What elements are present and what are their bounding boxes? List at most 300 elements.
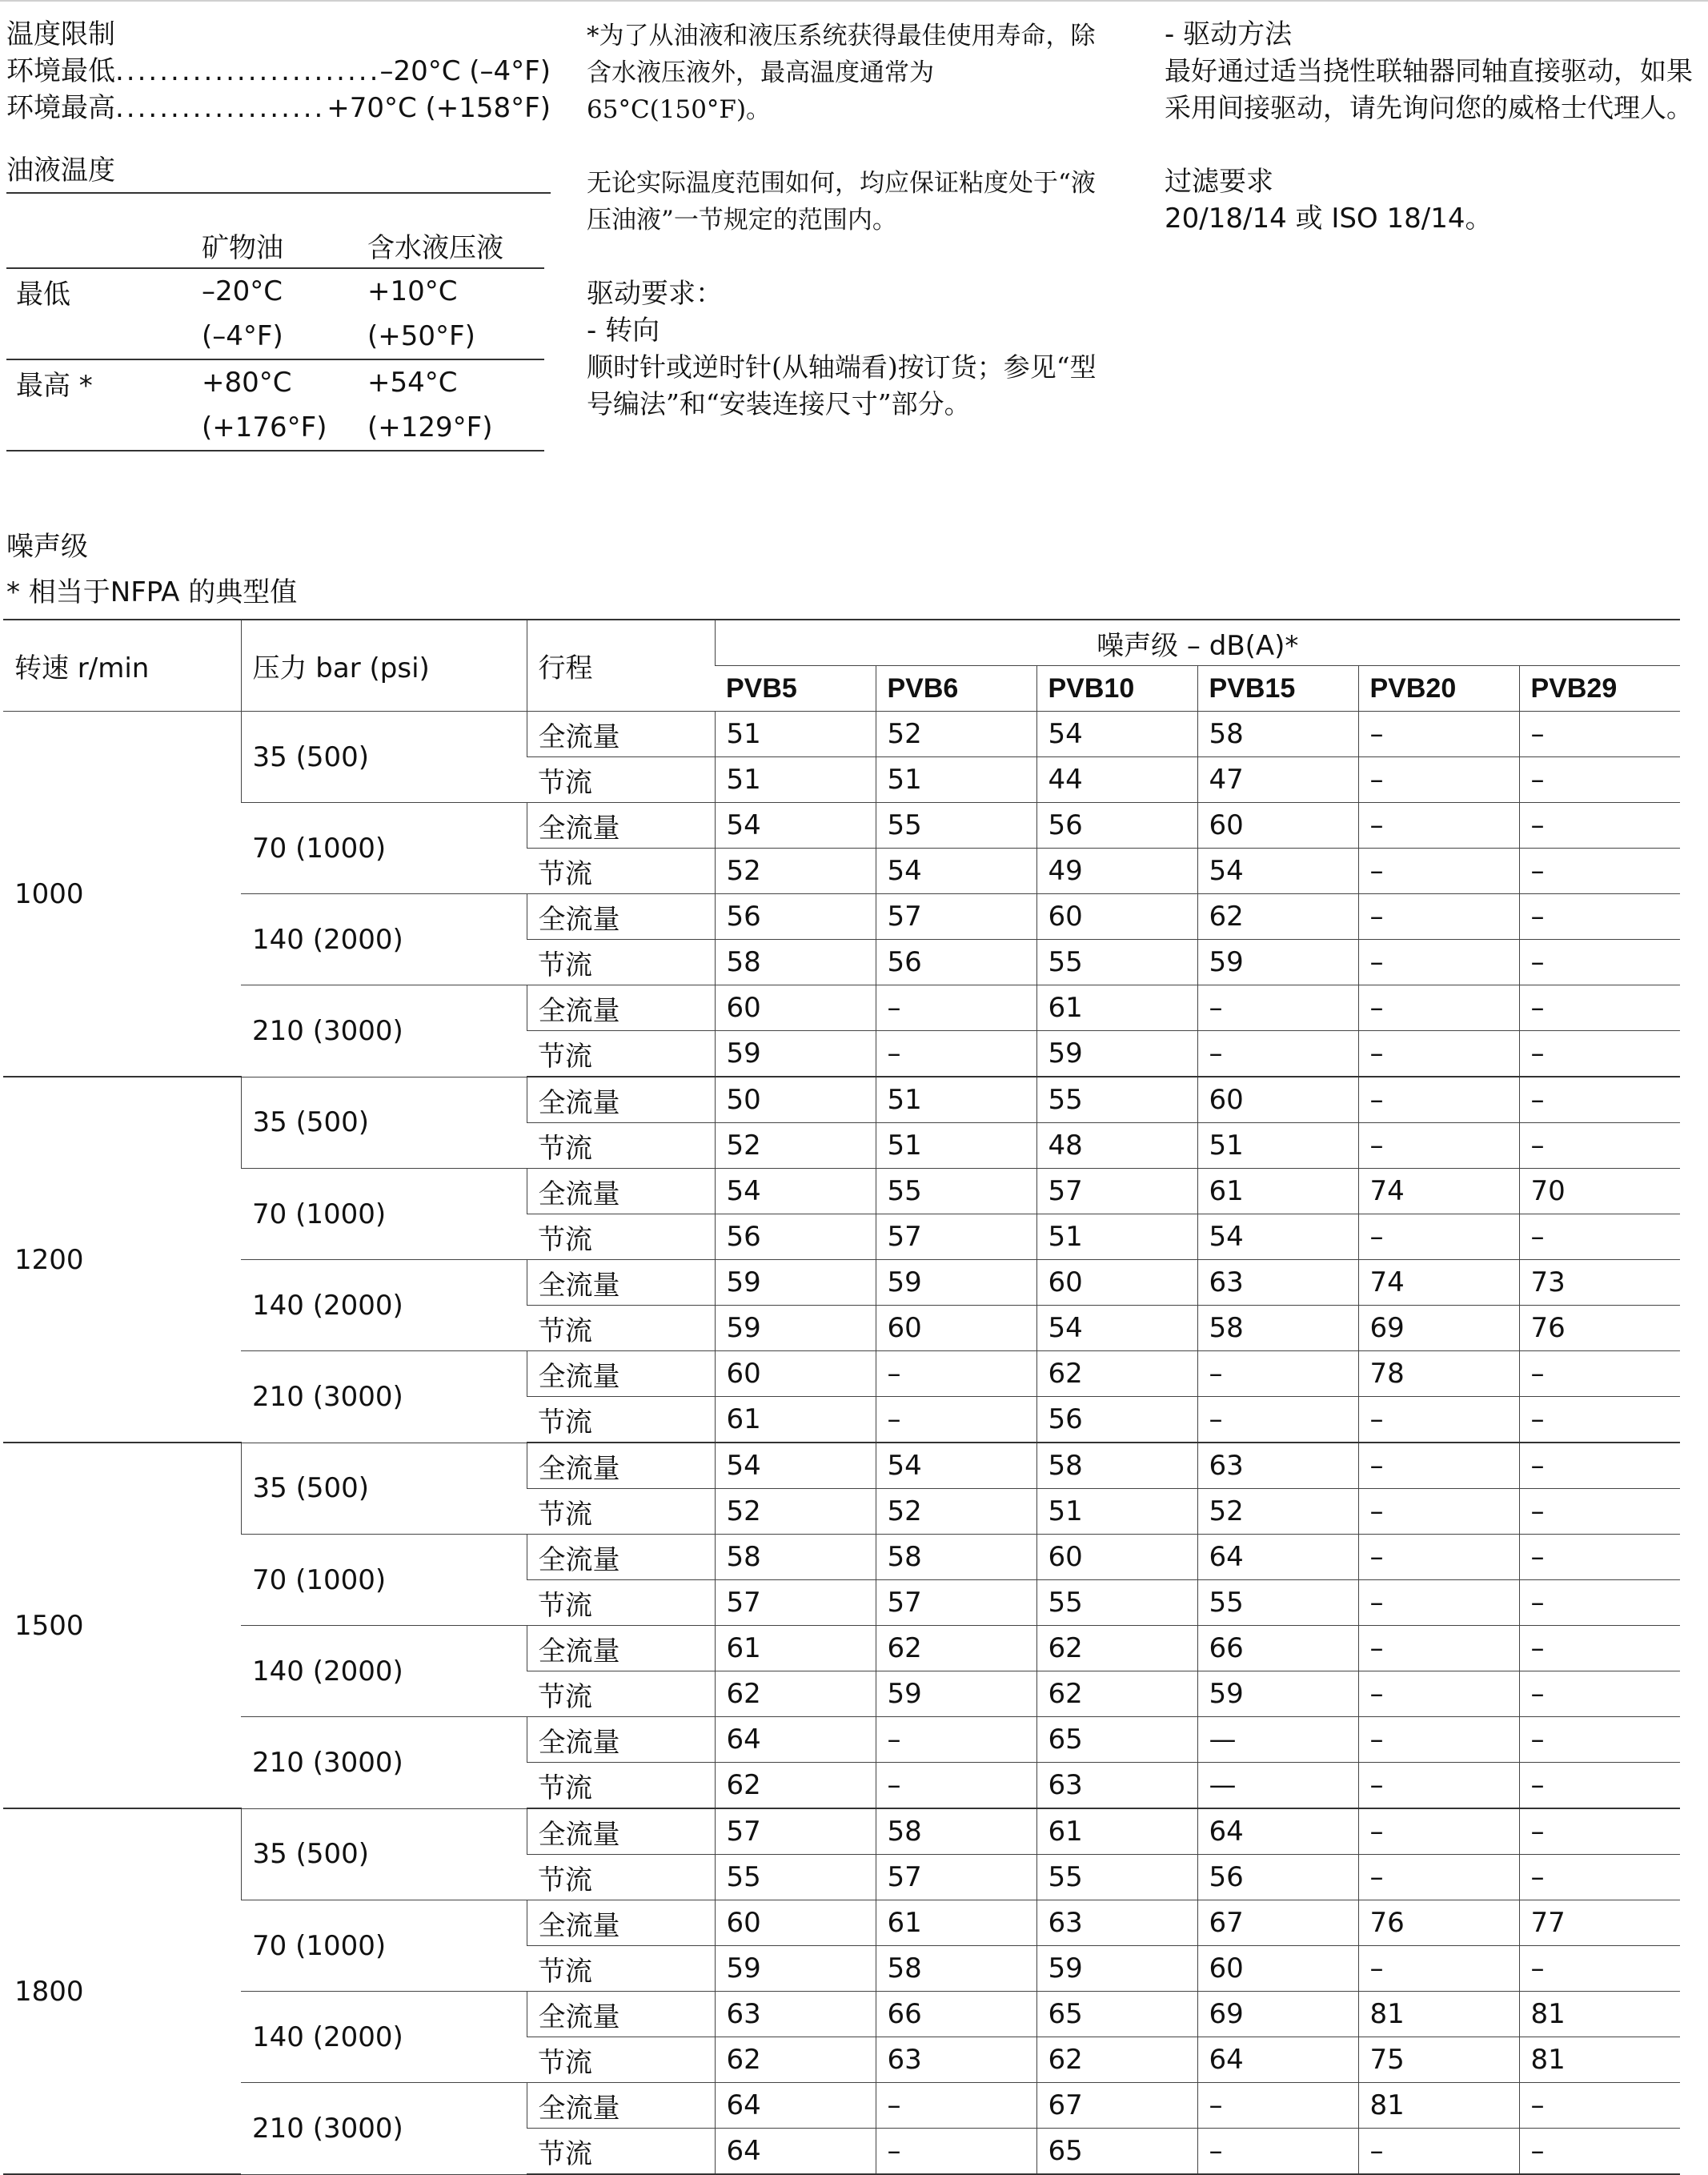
- oil-cell: +54°C: [367, 367, 458, 399]
- noise-value-cell: –: [1519, 803, 1680, 849]
- pressure-cell: 35 (500): [241, 1808, 527, 1900]
- noise-value-cell: 61: [876, 1900, 1036, 1946]
- noise-value-cell: –: [1197, 1031, 1358, 1077]
- noise-value-cell: 58: [1036, 1443, 1197, 1489]
- noise-value-cell: 47: [1197, 757, 1358, 803]
- noise-value-cell: 60: [1197, 803, 1358, 849]
- stroke-cell: 全流量: [527, 1260, 715, 1306]
- noise-value-cell: –: [1519, 985, 1680, 1031]
- noise-value-cell: –: [1197, 2083, 1358, 2129]
- noise-value-cell: –: [1519, 1077, 1680, 1123]
- stroke-cell: 节流: [527, 1123, 715, 1169]
- noise-header-row-1: [3, 620, 1680, 666]
- stroke-header: 行程: [527, 620, 715, 712]
- noise-value-cell: –: [1358, 1443, 1519, 1489]
- noise-value-cell: 58: [715, 1535, 876, 1580]
- model-header: PVB6: [876, 666, 1036, 712]
- noise-value-cell: –: [1358, 1626, 1519, 1671]
- oil-header-empty: [6, 223, 192, 268]
- noise-value-cell: –: [1519, 1123, 1680, 1169]
- speed-cell: 1000: [3, 712, 241, 1077]
- noise-value-cell: 55: [1197, 1580, 1358, 1626]
- temp-limits-title: 温度限制: [6, 18, 115, 50]
- stroke-cell: 全流量: [527, 1626, 715, 1671]
- stroke-cell: 节流: [527, 1763, 715, 1809]
- noise-value-cell: –: [1358, 1397, 1519, 1443]
- temperature-column: [6, 0, 551, 451]
- oil-temp-title: 油液温度: [6, 152, 551, 194]
- noise-value-cell: 57: [715, 1808, 876, 1855]
- noise-value-cell: –: [1358, 1808, 1519, 1855]
- noise-value-cell: 56: [1036, 1397, 1197, 1443]
- pressure-cell: 70 (1000): [241, 1900, 527, 1992]
- noise-value-cell: 56: [876, 940, 1036, 985]
- noise-value-cell: 77: [1519, 1900, 1680, 1946]
- noise-value-cell: –: [1358, 1535, 1519, 1580]
- noise-value-cell: 73: [1519, 1260, 1680, 1306]
- noise-value-cell: –: [1358, 1763, 1519, 1809]
- pressure-cell: 70 (1000): [241, 1535, 527, 1626]
- noise-value-cell: –: [1358, 712, 1519, 757]
- filter-text: 20/18/14 或 ISO 18/14。: [1165, 203, 1493, 235]
- noise-value-cell: 64: [715, 2129, 876, 2175]
- speed-header: 转速 r/min: [3, 620, 241, 712]
- noise-value-cell: 62: [1036, 1351, 1197, 1397]
- noise-value-cell: 69: [1358, 1306, 1519, 1351]
- stroke-cell: 节流: [527, 1671, 715, 1717]
- oil-min-label: 最低: [16, 278, 70, 311]
- noise-table-row: [3, 1992, 1680, 2037]
- stroke-cell: 节流: [527, 1580, 715, 1626]
- noise-value-cell: 51: [715, 712, 876, 757]
- noise-value-cell: –: [876, 985, 1036, 1031]
- oil-min-row-1: [6, 268, 544, 314]
- pressure-cell: 210 (3000): [241, 985, 527, 1077]
- oil-header-mineral: 矿物油: [192, 223, 358, 268]
- stroke-cell: 全流量: [527, 1900, 715, 1946]
- noise-value-cell: 61: [1197, 1169, 1358, 1214]
- stroke-cell: 全流量: [527, 1808, 715, 1855]
- noise-value-cell: 54: [876, 1443, 1036, 1489]
- noise-value-cell: –: [1519, 849, 1680, 894]
- stroke-cell: 全流量: [527, 803, 715, 849]
- stroke-cell: 全流量: [527, 1351, 715, 1397]
- oil-min-row-2: [6, 314, 544, 359]
- noise-value-cell: 54: [1036, 712, 1197, 757]
- stroke-cell: 全流量: [527, 985, 715, 1031]
- speed-cell: 1200: [3, 1077, 241, 1443]
- noise-value-cell: –: [1358, 1077, 1519, 1123]
- noise-title: 噪声级: [6, 531, 88, 563]
- noise-value-cell: —: [1197, 1717, 1358, 1763]
- noise-value-cell: –: [1358, 940, 1519, 985]
- noise-value-cell: –: [1358, 1671, 1519, 1717]
- noise-value-cell: 76: [1519, 1306, 1680, 1351]
- noise-table-body: [3, 712, 1680, 2175]
- noise-value-cell: –: [1197, 1397, 1358, 1443]
- noise-value-cell: 60: [876, 1306, 1036, 1351]
- noise-value-cell: 62: [715, 2037, 876, 2083]
- noise-value-cell: 57: [876, 894, 1036, 940]
- pressure-cell: 140 (2000): [241, 894, 527, 985]
- noise-value-cell: 60: [1197, 1077, 1358, 1123]
- pressure-cell: 35 (500): [241, 712, 527, 803]
- pressure-cell: 70 (1000): [241, 1169, 527, 1260]
- noise-value-cell: 75: [1358, 2037, 1519, 2083]
- noise-value-cell: 60: [1036, 1260, 1197, 1306]
- stroke-cell: 节流: [527, 1214, 715, 1260]
- noise-value-cell: 56: [715, 894, 876, 940]
- noise-value-cell: 59: [876, 1260, 1036, 1306]
- noise-value-cell: 52: [1197, 1489, 1358, 1535]
- stroke-cell: 全流量: [527, 1535, 715, 1580]
- noise-value-cell: 58: [1197, 1306, 1358, 1351]
- stroke-cell: 全流量: [527, 1992, 715, 2037]
- noise-value-cell: –: [1358, 985, 1519, 1031]
- noise-value-cell: 57: [715, 1580, 876, 1626]
- stroke-cell: 全流量: [527, 2083, 715, 2129]
- noise-value-cell: 58: [876, 1535, 1036, 1580]
- noise-value-cell: 66: [876, 1992, 1036, 2037]
- noise-value-cell: 65: [1036, 1717, 1197, 1763]
- noise-value-cell: 52: [715, 849, 876, 894]
- noise-value-cell: –: [1358, 1946, 1519, 1992]
- noise-value-cell: 52: [876, 712, 1036, 757]
- noise-value-cell: 62: [876, 1626, 1036, 1671]
- noise-value-cell: 59: [715, 1260, 876, 1306]
- oil-blank: [6, 314, 192, 359]
- noise-value-cell: 54: [715, 1443, 876, 1489]
- noise-value-cell: –: [1358, 1031, 1519, 1077]
- leader-dots: [115, 90, 327, 126]
- noise-value-cell: 55: [1036, 940, 1197, 985]
- noise-value-cell: 60: [715, 985, 876, 1031]
- leader-dots: [115, 53, 379, 90]
- noise-value-cell: 62: [1036, 2037, 1197, 2083]
- drive-requirements-title: 驱动要求：: [587, 278, 723, 310]
- noise-value-cell: 59: [715, 1306, 876, 1351]
- noise-value-cell: 54: [1197, 849, 1358, 894]
- oil-max-row-2: [6, 405, 544, 451]
- noise-value-cell: –: [1519, 2129, 1680, 2175]
- noise-value-cell: 59: [1036, 1946, 1197, 1992]
- oil-cell: –20°C: [202, 275, 283, 307]
- noise-value-cell: –: [1519, 894, 1680, 940]
- stroke-cell: 节流: [527, 2129, 715, 2175]
- noise-value-cell: 57: [876, 1855, 1036, 1900]
- noise-table-row: [3, 894, 1680, 940]
- noise-value-cell: –: [1358, 1123, 1519, 1169]
- oil-blank: [6, 405, 192, 451]
- noise-table-row: [3, 712, 1680, 757]
- noise-value-cell: 60: [1036, 894, 1197, 940]
- oil-header-water: 含水液压液: [358, 223, 544, 268]
- noise-value-cell: –: [1519, 1031, 1680, 1077]
- rotation-text: 顺时针或逆时针(从轴端看)按订货；参见“型号编法”和“安装连接尺寸”部分。: [587, 351, 1097, 419]
- stroke-cell: 节流: [527, 757, 715, 803]
- noise-value-cell: 70: [1519, 1169, 1680, 1214]
- ambient-max-label: 环境最高: [6, 92, 115, 124]
- noise-value-cell: 62: [715, 1763, 876, 1809]
- noise-value-cell: 51: [876, 1077, 1036, 1123]
- model-header: PVB20: [1358, 666, 1519, 712]
- noise-value-cell: 67: [1197, 1900, 1358, 1946]
- noise-value-cell: 59: [1197, 1671, 1358, 1717]
- noise-value-cell: 61: [715, 1626, 876, 1671]
- noise-value-cell: 65: [1036, 2129, 1197, 2175]
- noise-value-cell: 58: [1197, 712, 1358, 757]
- noise-value-cell: 76: [1358, 1900, 1519, 1946]
- noise-value-cell: 58: [876, 1808, 1036, 1855]
- noise-value-cell: –: [1197, 1351, 1358, 1397]
- oil-cell: (–4°F): [192, 314, 358, 359]
- noise-value-cell: –: [1519, 1855, 1680, 1900]
- oil-cell: +80°C: [202, 367, 292, 399]
- noise-value-cell: –: [1519, 1443, 1680, 1489]
- stroke-cell: 全流量: [527, 1077, 715, 1123]
- ambient-min-label: 环境最低: [6, 55, 115, 87]
- noise-table-row: [3, 803, 1680, 849]
- drive-method-text: 最好通过适当挠性联轴器同轴直接驱动，如果采用间接驱动，请先询问您的威格士代理人。: [1165, 55, 1693, 123]
- noise-value-cell: –: [1519, 1763, 1680, 1809]
- model-header: PVB5: [715, 666, 876, 712]
- noise-value-cell: 55: [1036, 1855, 1197, 1900]
- noise-value-cell: –: [1358, 757, 1519, 803]
- speed-cell: 1500: [3, 1443, 241, 1808]
- noise-value-cell: 81: [1358, 2083, 1519, 2129]
- noise-value-cell: –: [1358, 894, 1519, 940]
- noise-value-cell: –: [1519, 1351, 1680, 1397]
- noise-value-cell: 60: [715, 1351, 876, 1397]
- noise-value-cell: 64: [715, 1717, 876, 1763]
- noise-value-cell: 63: [715, 1992, 876, 2037]
- noise-table-row: [3, 1260, 1680, 1306]
- noise-value-cell: 56: [1197, 1855, 1358, 1900]
- noise-value-cell: –: [1358, 1489, 1519, 1535]
- noise-level-header: 噪声级 – dB(A)*: [715, 620, 1680, 666]
- noise-value-cell: 60: [1036, 1535, 1197, 1580]
- oil-cell: (+129°F): [358, 405, 544, 451]
- rotation-title: - 转向: [587, 315, 660, 347]
- noise-value-cell: –: [1519, 1946, 1680, 1992]
- noise-value-cell: 63: [876, 2037, 1036, 2083]
- pressure-cell: 35 (500): [241, 1077, 527, 1169]
- noise-value-cell: —: [1197, 1763, 1358, 1809]
- noise-value-cell: 63: [1036, 1763, 1197, 1809]
- speed-cell: 1800: [3, 1808, 241, 2174]
- noise-value-cell: 66: [1197, 1626, 1358, 1671]
- stroke-cell: 全流量: [527, 1443, 715, 1489]
- stroke-cell: 节流: [527, 1397, 715, 1443]
- noise-value-cell: 51: [1036, 1214, 1197, 1260]
- drive-method-title: - 驱动方法: [1165, 18, 1293, 50]
- noise-value-cell: 64: [1197, 1808, 1358, 1855]
- noise-value-cell: 59: [876, 1671, 1036, 1717]
- ambient-max-row: [6, 90, 551, 126]
- oil-temp-header-row: [6, 223, 544, 268]
- noise-table-row: [3, 1626, 1680, 1671]
- noise-value-cell: 81: [1519, 2037, 1680, 2083]
- stroke-cell: 全流量: [527, 894, 715, 940]
- pressure-cell: 35 (500): [241, 1443, 527, 1535]
- noise-value-cell: –: [876, 1717, 1036, 1763]
- noise-value-cell: 59: [715, 1946, 876, 1992]
- noise-value-cell: 44: [1036, 757, 1197, 803]
- noise-value-cell: 51: [876, 757, 1036, 803]
- oil-cell: (+50°F): [358, 314, 544, 359]
- stroke-cell: 节流: [527, 940, 715, 985]
- stroke-cell: 节流: [527, 849, 715, 894]
- noise-table-row: [3, 1535, 1680, 1580]
- noise-value-cell: 58: [876, 1946, 1036, 1992]
- noise-value-cell: 57: [876, 1580, 1036, 1626]
- noise-value-cell: 74: [1358, 1260, 1519, 1306]
- noise-value-cell: –: [1358, 803, 1519, 849]
- noise-value-cell: 55: [715, 1855, 876, 1900]
- oil-cell: +10°C: [367, 275, 458, 307]
- pressure-cell: 140 (2000): [241, 1260, 527, 1351]
- noise-value-cell: –: [1519, 1808, 1680, 1855]
- noise-value-cell: 54: [715, 803, 876, 849]
- noise-value-cell: 50: [715, 1077, 876, 1123]
- noise-value-cell: –: [1519, 1580, 1680, 1626]
- noise-value-cell: 64: [1197, 2037, 1358, 2083]
- noise-value-cell: 74: [1358, 1169, 1519, 1214]
- noise-value-cell: 51: [1197, 1123, 1358, 1169]
- noise-value-cell: 55: [1036, 1077, 1197, 1123]
- noise-value-cell: 55: [876, 803, 1036, 849]
- noise-value-cell: 78: [1358, 1351, 1519, 1397]
- noise-value-cell: –: [1519, 757, 1680, 803]
- model-header: PVB15: [1197, 666, 1358, 712]
- noise-value-cell: 56: [715, 1214, 876, 1260]
- noise-value-cell: –: [1519, 712, 1680, 757]
- noise-value-cell: 56: [1036, 803, 1197, 849]
- drive-column: [1165, 0, 1701, 237]
- ambient-min-value: –20°C (–4°F): [379, 55, 551, 87]
- noise-table-row: [3, 1077, 1680, 1123]
- noise-table-row: [3, 1808, 1680, 1855]
- noise-value-cell: 54: [1036, 1306, 1197, 1351]
- noise-value-cell: 59: [1036, 1031, 1197, 1077]
- stroke-cell: 全流量: [527, 1717, 715, 1763]
- pressure-cell: 210 (3000): [241, 2083, 527, 2175]
- noise-value-cell: 61: [1036, 1808, 1197, 1855]
- noise-value-cell: 55: [876, 1169, 1036, 1214]
- noise-value-cell: –: [876, 2129, 1036, 2175]
- noise-value-cell: 81: [1358, 1992, 1519, 2037]
- ambient-min-row: [6, 53, 551, 90]
- noise-value-cell: 52: [715, 1123, 876, 1169]
- filter-title: 过滤要求: [1165, 166, 1273, 198]
- pressure-cell: 70 (1000): [241, 803, 527, 894]
- noise-value-cell: 51: [1036, 1489, 1197, 1535]
- viscosity-note: 无论实际温度范围如何，均应保证粘度处于“液压油液”一节规定的范围内。: [587, 169, 1096, 235]
- noise-value-cell: 57: [876, 1214, 1036, 1260]
- noise-value-cell: –: [876, 2083, 1036, 2129]
- noise-value-cell: 54: [876, 849, 1036, 894]
- stroke-cell: 节流: [527, 1031, 715, 1077]
- noise-value-cell: 63: [1197, 1443, 1358, 1489]
- noise-value-cell: –: [876, 1351, 1036, 1397]
- noise-value-cell: 54: [715, 1169, 876, 1214]
- noise-value-cell: 55: [1036, 1580, 1197, 1626]
- stroke-cell: 节流: [527, 1306, 715, 1351]
- stroke-cell: 节流: [527, 1946, 715, 1992]
- pressure-header: 压力 bar (psi): [241, 620, 527, 712]
- oil-cell: (+176°F): [192, 405, 358, 451]
- noise-value-cell: –: [1519, 1489, 1680, 1535]
- noise-value-cell: 63: [1197, 1260, 1358, 1306]
- noise-value-cell: 62: [1197, 894, 1358, 940]
- stroke-cell: 节流: [527, 1489, 715, 1535]
- noise-table-row: [3, 1443, 1680, 1489]
- noise-value-cell: –: [1358, 1717, 1519, 1763]
- noise-value-cell: 57: [1036, 1169, 1197, 1214]
- noise-value-cell: 59: [715, 1031, 876, 1077]
- noise-value-cell: 64: [715, 2083, 876, 2129]
- noise-value-cell: –: [1358, 849, 1519, 894]
- noise-value-cell: 65: [1036, 1992, 1197, 2037]
- pressure-cell: 210 (3000): [241, 1351, 527, 1443]
- noise-value-cell: 64: [1197, 1535, 1358, 1580]
- stroke-cell: 全流量: [527, 1169, 715, 1214]
- oil-max-row-1: [6, 359, 544, 405]
- noise-table-row: [3, 985, 1680, 1031]
- ambient-max-value: +70°C (+158°F): [327, 92, 551, 124]
- noise-value-cell: 49: [1036, 849, 1197, 894]
- model-header: PVB29: [1519, 666, 1680, 712]
- noise-value-cell: 52: [715, 1489, 876, 1535]
- noise-value-cell: 61: [715, 1397, 876, 1443]
- noise-value-cell: –: [1197, 2129, 1358, 2175]
- max-temp-note: *为了从油液和液压系统获得最佳使用寿命，除含水液压液外，最高温度通常为 65°C(150°F)。: [587, 22, 1096, 124]
- noise-value-cell: 62: [1036, 1626, 1197, 1671]
- stroke-cell: 全流量: [527, 712, 715, 757]
- noise-value-cell: –: [876, 1031, 1036, 1077]
- stroke-cell: 节流: [527, 2037, 715, 2083]
- noise-value-cell: 61: [1036, 985, 1197, 1031]
- noise-value-cell: 62: [1036, 1671, 1197, 1717]
- noise-value-cell: 69: [1197, 1992, 1358, 2037]
- noise-table: [3, 619, 1680, 2175]
- noise-value-cell: 60: [715, 1900, 876, 1946]
- noise-value-cell: 63: [1036, 1900, 1197, 1946]
- noise-value-cell: –: [1358, 1214, 1519, 1260]
- noise-value-cell: 51: [715, 757, 876, 803]
- noise-value-cell: –: [1519, 1214, 1680, 1260]
- noise-value-cell: –: [1358, 2129, 1519, 2175]
- noise-value-cell: –: [1519, 940, 1680, 985]
- noise-table-row: [3, 1169, 1680, 1214]
- noise-value-cell: 62: [715, 1671, 876, 1717]
- pressure-cell: 140 (2000): [241, 1992, 527, 2083]
- noise-value-cell: 67: [1036, 2083, 1197, 2129]
- noise-value-cell: –: [1358, 1855, 1519, 1900]
- noise-value-cell: 60: [1197, 1946, 1358, 1992]
- pressure-cell: 140 (2000): [241, 1626, 527, 1717]
- noise-value-cell: –: [1197, 985, 1358, 1031]
- noise-value-cell: 48: [1036, 1123, 1197, 1169]
- noise-table-row: [3, 1900, 1680, 1946]
- oil-max-label: 最高 *: [16, 369, 93, 402]
- notes-column: [587, 0, 1099, 423]
- noise-value-cell: –: [1519, 1626, 1680, 1671]
- noise-table-row: [3, 2083, 1680, 2129]
- noise-value-cell: –: [1519, 2083, 1680, 2129]
- noise-value-cell: 81: [1519, 1992, 1680, 2037]
- noise-value-cell: 59: [1197, 940, 1358, 985]
